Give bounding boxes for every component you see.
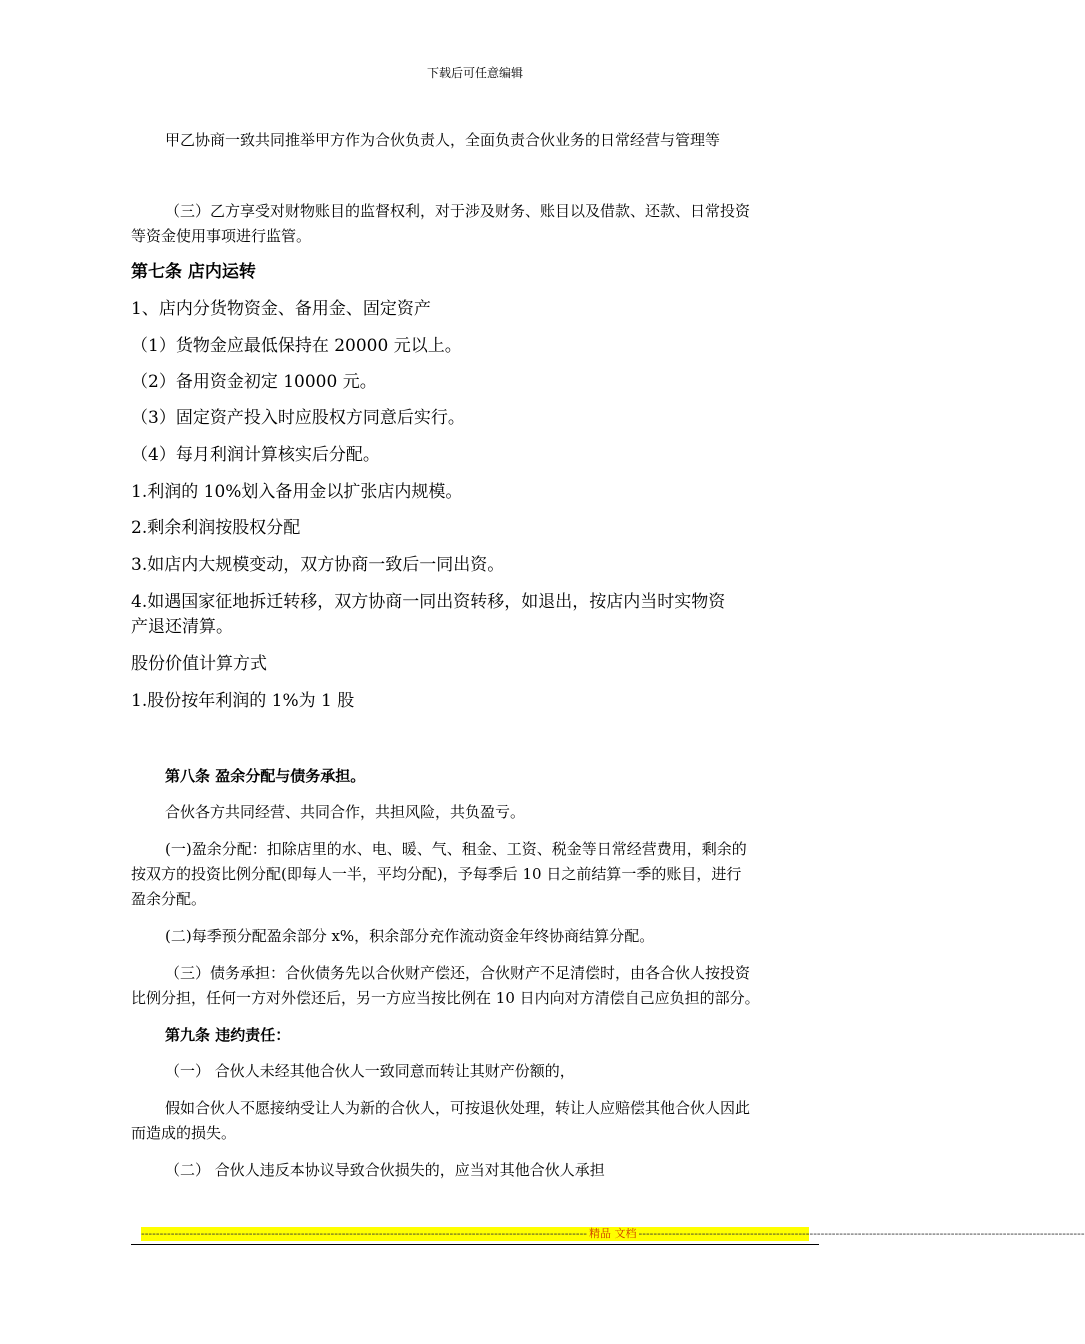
list-item-line2: 产退还清算。 — [131, 617, 233, 637]
section-heading-share-value: 股份价值计算方式 — [131, 654, 267, 674]
list-item: 1.利润的 10%划入备用金以扩张店内规模。 — [131, 482, 463, 502]
paragraph-debt-line1: （三）债务承担：合伙债务先以合伙财产偿还，合伙财产不足清偿时，由各合伙人按投资 — [165, 964, 751, 982]
list-item-line1: 4.如遇国家征地拆迁转移，双方协商一同出资转移，如退出，按店内当时实物资 — [131, 592, 726, 612]
paragraph-surplus-line2: 按双方的投资比例分配(即每人一半，平均分配)，予每季后 10 日之前结算一季的账目，进行 — [131, 865, 742, 883]
page-header: 下载后可任意编辑 — [426, 66, 523, 80]
article-8-heading: 第八条 盈余分配与债务承担。 — [165, 767, 366, 785]
paragraph-supervision-line1: （三）乙方享受对财物账目的监督权利，对于涉及财务、账目以及借款、还款、日常投资 — [165, 202, 751, 220]
paragraph-joint-operation: 合伙各方共同经营、共同合作，共担风险，共负盈亏。 — [165, 803, 526, 821]
paragraph-withdrawal-line1: 假如合伙人不愿接纳受让人为新的合伙人，可按退伙处理，转让人应赔偿其他合伙人因此 — [165, 1099, 751, 1117]
footer-divider — [131, 1244, 819, 1245]
paragraph-surplus-line1: (一)盈余分配：扣除店里的水、电、暖、气、租金、工资、税金等日常经营费用，剩余的 — [165, 840, 747, 858]
paragraph-supervision-line2: 等资金使用事项进行监管。 — [131, 227, 312, 245]
footer-highlight-bar — [141, 1227, 1085, 1241]
paragraph-debt-line2: 比例分担，任何一方对外偿还后，另一方应当按比例在 10 日内向对方清偿自己应负担的部分。 — [131, 989, 760, 1007]
article-9-heading: 第九条 违约责任： — [165, 1026, 291, 1044]
article-7-heading: 第七条 店内运转 — [131, 262, 256, 282]
list-item: （4）每月利润计算核实后分配。 — [131, 445, 380, 465]
footer-dashes-left: ------------------------------------------------------------------------------------------------------------------------ — [141, 1227, 588, 1240]
paragraph-breach: （二） 合伙人违反本协议导致合伙损失的，应当对其他合伙人承担 — [165, 1161, 605, 1179]
paragraph-transfer: （一） 合伙人未经其他合伙人一致同意而转让其财产份额的， — [165, 1062, 575, 1080]
paragraph-partner-lead: 甲乙协商一致共同推举甲方作为合伙负责人，全面负责合伙业务的日常经营与管理等 — [165, 131, 721, 149]
list-item: 1.股份按年利润的 1%为 1 股 — [131, 691, 355, 711]
footer-dashes-right: ------------------------------------------------------------------------------------------------------------------------ — [638, 1227, 1085, 1240]
list-item: 2.剩余利润按股权分配 — [131, 518, 301, 538]
list-item: （1）货物金应最低保持在 20000 元以上。 — [131, 336, 462, 356]
paragraph-quarterly-distribution: (二)每季预分配盈余部分 x%，积余部分充作流动资金年终协商结算分配。 — [165, 927, 655, 945]
list-item: 3.如店内大规模变动，双方协商一致后一同出资。 — [131, 555, 505, 575]
list-item: 1、店内分货物资金、备用金、固定资产 — [131, 299, 431, 319]
paragraph-withdrawal-line2: 而造成的损失。 — [131, 1124, 237, 1142]
list-item: （2）备用资金初定 10000 元。 — [131, 372, 377, 392]
paragraph-surplus-line3: 盈余分配。 — [131, 890, 207, 908]
footer-label: 精品 文档 — [589, 1227, 637, 1240]
list-item: （3）固定资产投入时应股权方同意后实行。 — [131, 408, 465, 428]
